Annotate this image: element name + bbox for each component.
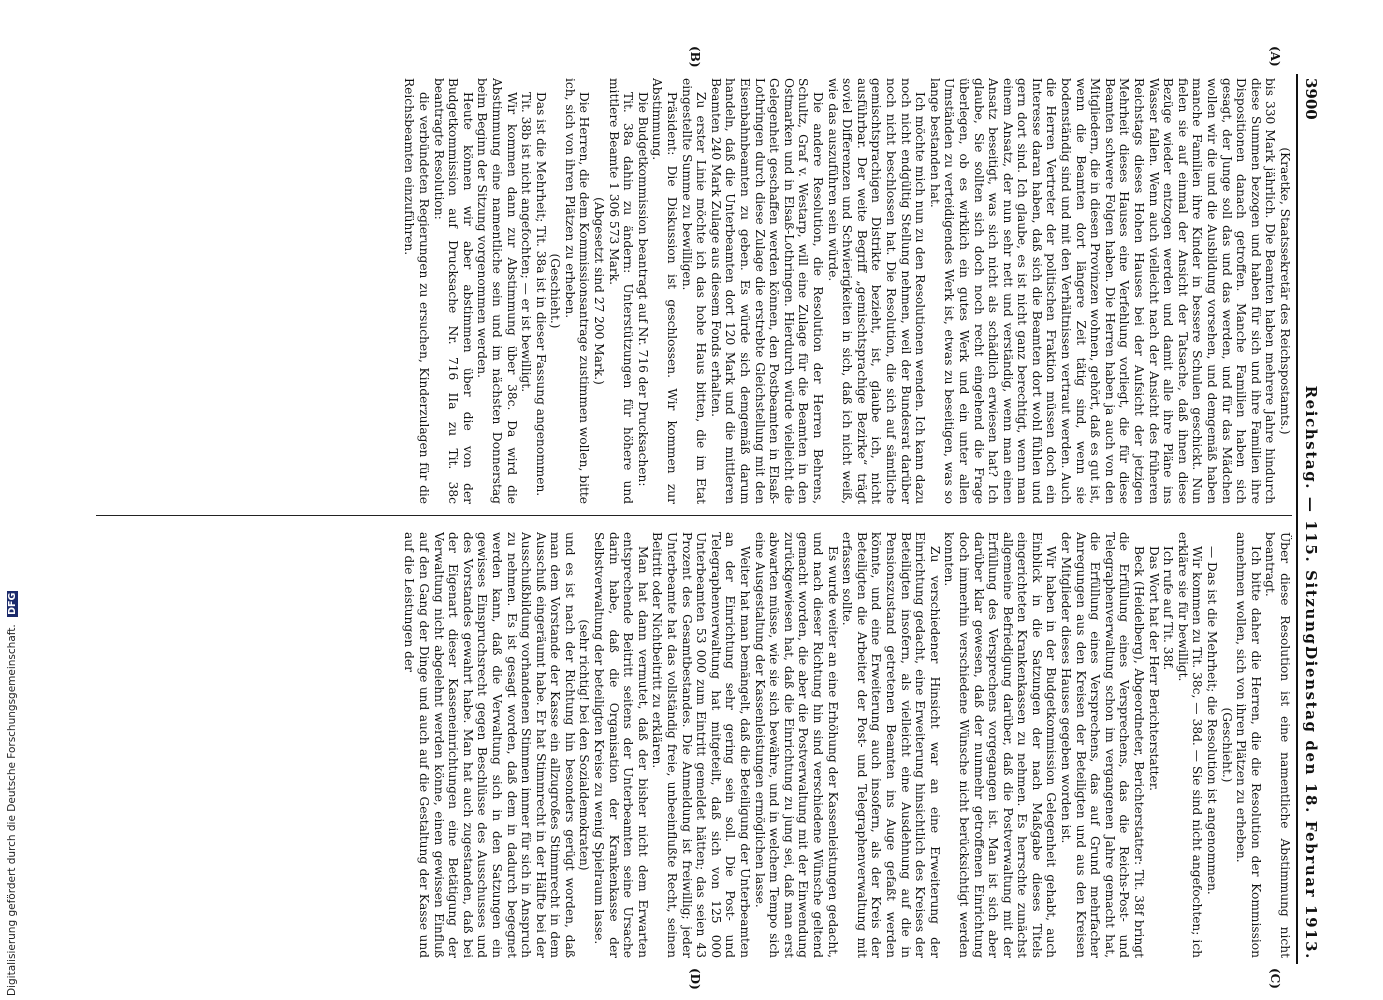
paragraph: Ich bitte daher die Herren, die die Resolution der Kommission annehmen wollen, sich von ihren Plätzen zu erheben. (1234, 532, 1263, 958)
paragraph: Man hat dann vermutet, daß der bisher nicht dem Erwarten entsprechende Beitritt seitens der Unterbeamten seine Ursache darin habe, daß die Organisation der Krankenkasse der Selbstverwaltung der beteiligten Kreise zu wenig Spielraum lasse. (592, 532, 650, 958)
rotated-protocol-page (90, 46, 1322, 990)
margin-mark-b: (B) (688, 46, 702, 68)
paragraph: Das ist die Mehrheit; Tit. 38a ist in dieser Fassung angenommen. (533, 92, 548, 497)
paragraph: Ich rufe auf Tit. 38f. (1161, 546, 1176, 671)
paragraph: und es ist nach der Richtung hin besonders gerügt worden, daß man dem Vorstande der Kasse ein allzugroßes Stimmrecht in dem Ausschuß eingeräumt habe. Er hat Stimmrecht in der Hälfte bei der Ausschußbildung vorhandenen Stimmen immer für sich in Anspruch zu nehmen. Es ist gesagt worden, daß dem in dadurch begegnet werden kann, daß die Verwaltung sich in den Satzungen ein gewisses Einspruchsrecht gegen Beschlüsse des Ausschusses und des Vorstandes gewahrt habe. Man hat auch zugestanden, daß bei der Eigenart dieser Kasseneinrichtungen eine Betätigung der Verwaltung nicht abgelehnt werden könne, einen gewissen Einfluß auf den Gang der Dinge und auch auf die Gestaltung der Kasse und auf die Leistungen der (402, 532, 577, 958)
funding-text: Digitalisierung gefördert durch die Deutsche Forschungsgemeinschaft. (6, 624, 18, 996)
dfg-logo: DFG (7, 592, 18, 615)
stage-direction: (Geschieht.) (1219, 707, 1234, 783)
left-column (96, 78, 1292, 504)
paragraph: Das Wort hat der Herr Berichterstatter. (1146, 546, 1161, 792)
margin-mark-a: (A) (1268, 46, 1282, 67)
page-number: 3900 (1302, 78, 1320, 120)
paragraph: die verbündeten Regierungen zu ersuchen, Kinderzulagen für die Reichsbeamten einzuführen. (402, 78, 431, 504)
speaker-heading: (Kraetke, Staatssekretär des Reichspostamts.) (1278, 147, 1292, 435)
paragraph: Zu verschiedener Hinsicht war an eine Erweiterung der Einrichtung gedacht, eine Erweiterung hinsichtlich des Kreises der Beteiligten insofern, als vielleicht eine Ausdehnung auf die in Pensionszustand getretenen Beamten ins Auge gefaßt werden könnte, und eine Erweiterung auch insofern, als der Kreis der Beteiligten die Arbeiter der Post- und Telegraphenverwaltung mit erfassen sollte. (840, 532, 942, 958)
stage-direction: (Abgesetzt sind 27 200 Mark.) (592, 197, 607, 385)
paragraph: Über diese Resolution ist eine namentliche Abstimmung nicht beantragt. (1263, 532, 1292, 958)
paragraph: — Das ist die Mehrheit; die Resolution ist angenommen. (1205, 546, 1220, 895)
session-date: Dienstag den 18. Februar 1913. (1302, 646, 1320, 960)
margin-mark-d: (D) (688, 968, 702, 990)
paragraph: Wir haben in der Budgetkommission Gelegenheit gehabt, auch Einblick in die Satzungen der nach Maßgabe dieses Titels eingerichteten Krankenkassen zu nehmen. Es herrschte zunächst allgemeine Befriedigung darüber, daß die Postverwaltung mit der Erfüllung des Versprechens vorgegangen ist. Man ist sich aber darüber klar gewesen, daß der nunmehr getroffenen Einrichtung doch immerhin verschiedene Wünsche nicht berücksichtigt werden konnten. (942, 532, 1059, 958)
paragraph: Tit. 38a dahin zu ändern: Unterstützungen für höhere und mittlere Beamte 1 306 573 Mark. (606, 78, 636, 504)
stage-direction: (Geschieht.) (548, 253, 563, 329)
stage-direction: (sehr richtig! bei den Sozialdemokraten) (577, 619, 592, 871)
header-rule (1296, 74, 1298, 964)
paragraph: Wir kommen zu Tit. 38c, — 38d. — Sie sind nicht angefochten; ich erkläre sie für bewilligt. (1175, 532, 1205, 958)
running-header (1296, 74, 1322, 964)
paragraph: Wir kommen dann zur Abstimmung über 38c. Da wird die Abstimmung eine namentliche sein und im nächsten Donnerstag beim Beginn der Sitzung vorgenommen werden. (475, 78, 519, 504)
paragraph: Es wurde weiter an eine Erhöhung der Kassenleistungen gedacht, und nach dieser Richtung hin sind verschiedene Wünsche geltend gemacht worden, die aber die Postverwaltung mit der Einwendung zurückgewiesen hat, daß die Einrichtung zu jung sei, daß man erst abwarten müsse, wie sie sich bewähre, und in welchem Tempo sich eine Ausgestaltung der Kassenleistungen ermöglichen lasse. (752, 532, 840, 958)
paragraph: Die Budgetkommission beantragt auf Nr. 716 der Drucksachen: (635, 92, 650, 487)
paragraph: Tit. 38b ist nicht angefochten; — er ist bewilligt. (519, 92, 534, 393)
paragraph: Beck (Heidelberg), Abgeordneter, Berichterstatter: Tit. 38f bringt die Erfüllung eines Versprechens, das die Reichs-Post- und Telegraphenverwaltung schon im vergangenen Jahre gemacht hat, die Erfüllung eines Versprechens, das auf Grund mehrfacher Anregungen aus den Kreisen der Beteiligten und aus den Kreisen der Mitglieder dieses Hauses gegeben worden ist. (1059, 532, 1147, 958)
paragraph: bis 330 Mark jährlich. Die Beamten haben mehrere Jahre hindurch diese Summen bezogen und haben für sich und ihre Familien ihre Dispositionen danach getroffen. Manche Familien haben sich gesagt, der Junge soll das und das werden, und für das Mädchen wollen wir die und die Ausbildung vorsehen, und demgemäß haben manche Familien ihre Kinder in bessere Schulen geschickt. Nun fielen sie auf einmal der Ansicht der Tatsache, daß ihnen diese Bezüge wieder entzogen werden und damit alle ihre Pläne ins Wasser fallen. Wenn auch vielleicht nach der Ansicht des früheren Reichstags dieses Hohen Hauses bei der Aufsicht der jetzigen Mehrheit dieses Hauses eine Verfehlung vorliegt, die für diese Beamten schwere Folgen haben. Die Herren haben ja auch von den Mitgliedern, die in diesen Provinzen wohnen, gehört, daß es gut ist, wenn die Beamten dort längere Zeit tätig sind, wenn sie bodenständig sind und mit den Verhältnissen vertraut werden. Auch die Herren Vertreter der politischen Fraktion müssen doch ein Interesse daran haben, daß sich die Beamten dort wohl fühlen und gern dort sind. Ich glaube, es ist nicht ganz berechtigt, wenn man einem Ansatz, der nun sehr nett und verständig, wenn man einen Ansatz beseitigt, was sich nicht als schädlich erwiesen hat? Ich glaube, Sie sollten sich doch noch recht eingehend die Frage überlegen, ob es wirklich ein gutes Werk und ein unter allen Umständen zu verteidigendes Werk ist, etwas zu beseitigen, was so lange bestanden hat. (927, 78, 1278, 504)
paragraph: Präsident: Die Diskussion ist geschlossen. Wir kommen zur Abstimmung. (650, 78, 680, 504)
funding-note (6, 591, 18, 996)
paragraph: Die andere Resolution, die Resolution der Herren Behrens, Schultz, Graf v. Westarp, will eine Zulage für die Beamten in den Ostmarken und in Elsaß-Lothringen. Hierdurch würde vielleicht die Gelegenheit geschaffen werden können, den Postbeamten in Elsaß-Lothringen durch diese Zulage die erstrebte Gleichstellung mit den Eisenbahnbeamten zu geben. Es würde sich demgemäß darum handeln, daß die Unterbeamten dort 120 Mark und die mittleren Beamten 240 Mark Zulage aus diesem Fonds erhalten. (708, 78, 825, 504)
paragraph: Die Herren, die dem Kommissionsantrage zustimmen wollen, bitte ich, sich von ihren Plätzen zu erheben. (562, 78, 592, 504)
paragraph: Zu erster Linie möchte ich das hohe Haus bitten, die im Etat eingestellte Summe zu bewilligen. (679, 78, 709, 504)
paragraph: Weiter hat man bemängelt, daß die Beteiligung der Unterbeamten an der Einrichtung sehr gering sein soll. Die Post- und Telegraphenverwaltung hat mitgeteilt, daß sich von 125 000 Unterbeamten 53 000 zum Eintritt gemeldet hätten; das seien 43 Prozent des Gesamtbestandes. Die Anmeldung ist freiwillig; jeder Unterbeamte hat das vollständig freie, unbeeinflußte Recht, seinen Beitritt oder Nichtbeitritt zu erklären. (650, 532, 753, 958)
paragraph: Heute können wir aber abstimmen über die von der Budgetkommission auf Drucksache Nr. 716 IIa zu Tit. 38c beantragte Resolution: (431, 78, 475, 504)
session-title: Reichstag. — 115. Sitzung. (1302, 385, 1320, 653)
margin-mark-c: (C) (1268, 968, 1282, 989)
right-column (96, 532, 1292, 958)
column-divider (96, 515, 1292, 516)
paragraph: Ich möchte mich nun zu den Resolutionen wenden. Ich kann dazu noch nicht endgültig Stellung nehmen, weil der Bundesrat darüber noch nicht beschlossen hat. Die Resolution, die sich auf sämtliche gemischtsprachigen Distrikte bezieht, ist, glaube ich, nicht ausführbar. Der weite Begriff „gemischtsprachige Bezirke“ trägt soviel Differenzen und Schwierigkeiten in sich, daß ich nicht weiß, wie das auszuführen sein würde. (825, 78, 928, 504)
